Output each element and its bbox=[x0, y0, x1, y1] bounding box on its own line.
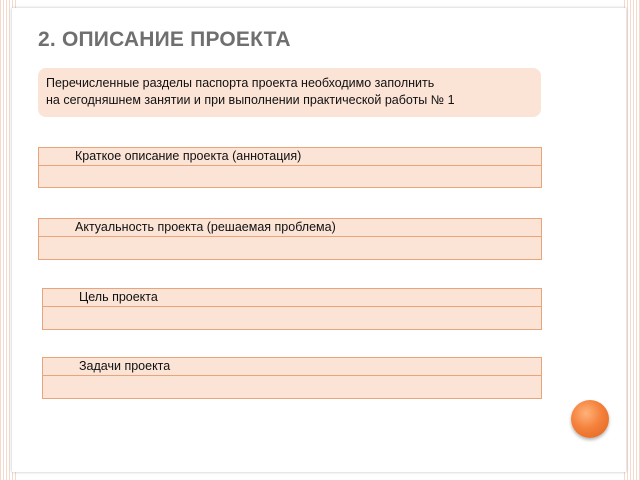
field-tasks bbox=[42, 357, 542, 399]
instruction-note-line-2: на сегодняшнем занятии и при выполнении практической работы № 1 bbox=[46, 93, 455, 107]
slide-title: 2. ОПИСАНИЕ ПРОЕКТА bbox=[38, 28, 291, 51]
instruction-note bbox=[38, 68, 541, 117]
field-relevance-input[interactable] bbox=[39, 237, 541, 259]
field-relevance-label: Актуальность проекта (решаемая проблема) bbox=[39, 219, 541, 237]
field-summary-label: Краткое описание проекта (аннотация) bbox=[39, 148, 541, 166]
field-tasks-input[interactable] bbox=[43, 376, 541, 398]
field-goal-input[interactable] bbox=[43, 307, 541, 329]
instruction-note-line-1: Перечисленные разделы паспорта проекта необходимо заполнить bbox=[46, 76, 435, 90]
field-summary bbox=[38, 147, 542, 188]
field-summary-input[interactable] bbox=[39, 166, 541, 187]
orange-circle-icon bbox=[571, 400, 609, 438]
field-goal-label: Цель проекта bbox=[43, 289, 541, 307]
field-goal bbox=[42, 288, 542, 330]
field-tasks-label: Задачи проекта bbox=[43, 358, 541, 376]
right-decorative-stripes bbox=[624, 0, 640, 480]
field-relevance bbox=[38, 218, 542, 260]
